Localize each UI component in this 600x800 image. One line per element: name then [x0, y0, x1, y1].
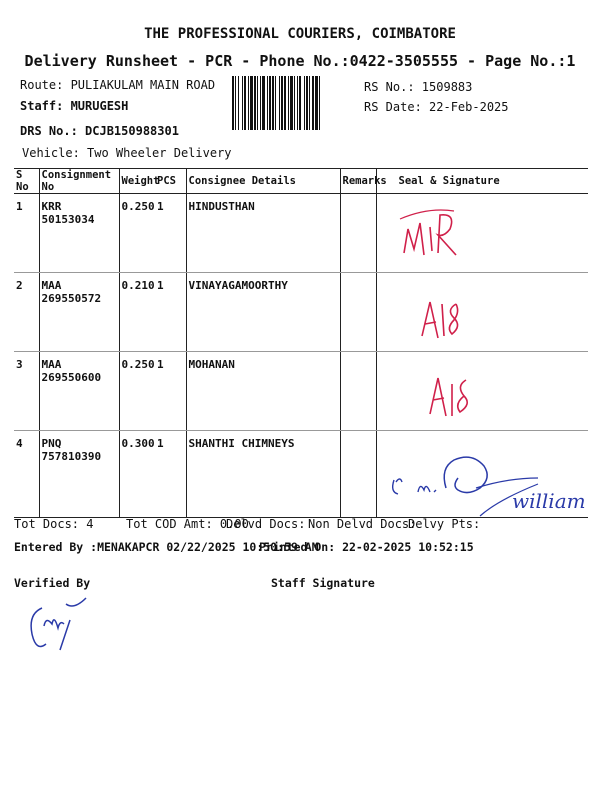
barcode-bar [315, 76, 318, 130]
cell-sno: 4 [14, 431, 39, 518]
col-header-remarks: Remarks [340, 169, 376, 194]
table-header-row [14, 169, 588, 194]
cell-weight: 0.250 [119, 194, 155, 273]
barcode-bar [290, 76, 293, 130]
printed-on: Printed On: 22-02-2025 10:52:15 [259, 540, 474, 554]
col-header-consignee: Consignee Details [186, 169, 340, 194]
barcode-bar [288, 76, 289, 130]
barcode-bar [299, 76, 301, 130]
cell-consignment: MAA 269550572 [39, 273, 119, 352]
cell-pcs: 1 [155, 431, 186, 518]
col-header-seal-signature: Seal & Signature [376, 169, 588, 194]
barcode-bar [279, 76, 280, 130]
cell-pcs: 1 [155, 273, 186, 352]
barcode-bar [272, 76, 274, 130]
handwritten-signature-4 [388, 448, 586, 524]
verified-signature [24, 594, 104, 662]
barcode-image [232, 76, 356, 130]
tot-docs: Tot Docs: 4 [14, 517, 94, 531]
drs-number: DRS No.: DCJB150988301 [20, 124, 179, 138]
vehicle-label: Vehicle: Two Wheeler Delivery [22, 146, 232, 160]
barcode-bar [244, 76, 246, 130]
cell-weight: 0.300 [119, 431, 155, 518]
table-row [14, 273, 588, 352]
cell-consignment: PNQ 757810390 [39, 431, 119, 518]
cell-remarks [340, 431, 376, 518]
barcode-bar [304, 76, 305, 130]
table-row [14, 352, 588, 431]
rs-number: RS No.: 1509883 [364, 80, 473, 94]
barcode-bar [309, 76, 310, 130]
barcode-bar [260, 76, 261, 130]
route-label: Route: PULIAKULAM MAIN ROAD [20, 78, 216, 92]
cell-remarks [340, 273, 376, 352]
delvd-docs: Delvd Docs: [226, 517, 306, 531]
barcode-bar [257, 76, 258, 130]
barcode-bar [297, 76, 298, 130]
handwritten-signature-3 [426, 372, 476, 426]
rs-date: RS Date: 22-Feb-2025 [364, 100, 509, 114]
non-delvd-docs: Non Delvd Docs: [308, 517, 417, 531]
cell-weight: 0.210 [119, 273, 155, 352]
barcode-bar [262, 76, 265, 130]
barcode-bar [312, 76, 314, 130]
barcode-bar [275, 76, 276, 130]
barcode-bar [294, 76, 295, 130]
staff-label: Staff: MURUGESH [20, 99, 129, 113]
col-header-sno: S No [14, 169, 39, 194]
barcode-bar [284, 76, 286, 130]
barcode-bar [238, 76, 239, 130]
cell-sno: 2 [14, 273, 39, 352]
col-header-consignment: Consignment No [39, 169, 119, 194]
signature-william-text: william [512, 489, 586, 513]
cell-sno: 3 [14, 352, 39, 431]
cell-consignee: SHANTHI CHIMNEYS [186, 431, 340, 518]
cell-consignment: KRR 50153034 [39, 194, 119, 273]
cell-remarks [340, 194, 376, 273]
cell-weight: 0.250 [119, 352, 155, 431]
table-row [14, 194, 588, 273]
cell-pcs: 1 [155, 352, 186, 431]
delvy-pts: Delvy Pts: [408, 517, 481, 531]
barcode-bar [242, 76, 243, 130]
cell-consignee: VINAYAGAMOORTHY [186, 273, 340, 352]
handwritten-signature-2 [418, 294, 468, 348]
cell-consignment: MAA 269550600 [39, 352, 119, 431]
col-header-weight: Weight [119, 169, 155, 194]
col-header-pcs: PCS [155, 169, 186, 194]
barcode-bar [319, 76, 320, 130]
entered-by: Entered By :MENAKAPCR 02/22/2025 10:50:59 AM [14, 540, 319, 554]
cell-signature [376, 352, 588, 431]
barcode-bar [281, 76, 283, 130]
cell-pcs: 1 [155, 194, 186, 273]
cell-remarks [340, 352, 376, 431]
barcode-bar [248, 76, 249, 130]
barcode-bar [235, 76, 236, 130]
company-title: THE PROFESSIONAL COURIERS, COIMBATORE [144, 26, 456, 42]
tot-cod-amt: Tot COD Amt: 0.00 [126, 517, 249, 531]
staff-signature-label: Staff Signature [271, 576, 375, 590]
cell-signature [376, 273, 588, 352]
barcode-bar [232, 76, 234, 130]
barcode-bar [267, 76, 268, 130]
barcode-bar [250, 76, 253, 130]
barcode-bar [306, 76, 308, 130]
cell-consignee: MOHANAN [186, 352, 340, 431]
verified-by-label: Verified By [14, 576, 91, 590]
cell-sno: 1 [14, 194, 39, 273]
runsheet-subtitle: Delivery Runsheet - PCR - Phone No.:0422-3505555 - Page No.:1 [24, 52, 576, 70]
handwritten-signature-1 [398, 205, 468, 269]
barcode-bar [269, 76, 271, 130]
barcode-bar [254, 76, 256, 130]
cell-consignee: HINDUSTHAN [186, 194, 340, 273]
